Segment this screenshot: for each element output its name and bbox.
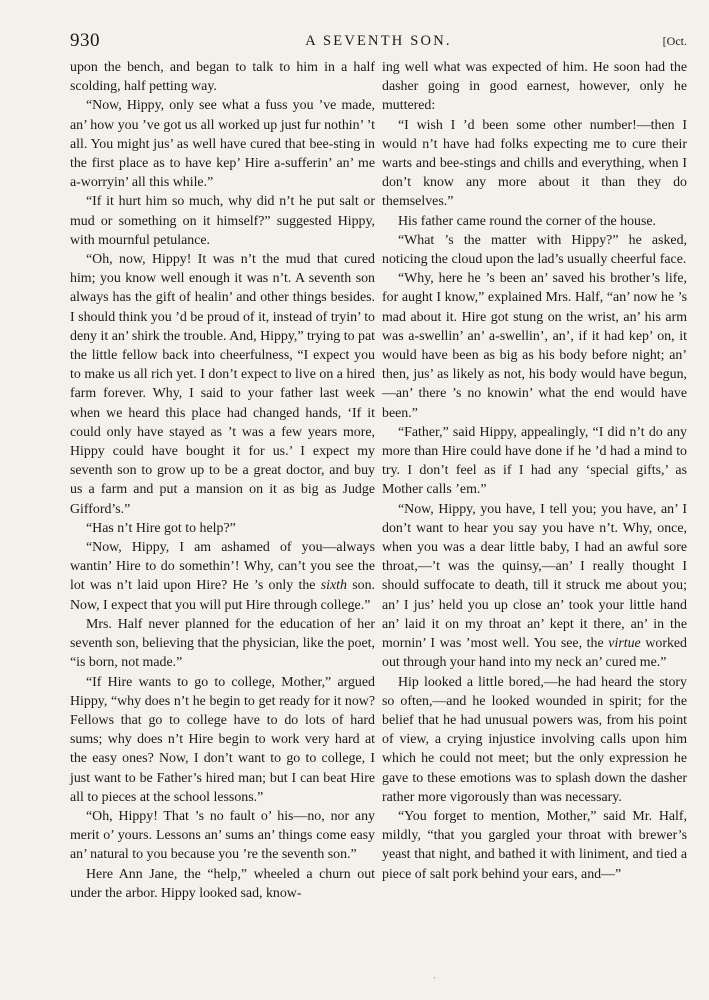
paragraph: “Why, here he ’s been an’ saved his brother’s life, for aught I know,” explained Mrs. Half, “an’ now he ’s mad about it. Hire got stung on the wrist, an’ his arm was a-swellin’ an’ a-swellin’, an’, if it had kep’ on, it would have been as big as his body before night; an’ then, jus’ as likely as not, his body would have begun,—an’ there ’s no knowin’ what the end would have been.” <box>382 271 687 421</box>
italic-word: virtue <box>608 636 641 652</box>
italic-word: sixth <box>320 578 347 594</box>
paragraph-text: son. Now, I expect that you will put Hire through college.” <box>70 578 375 613</box>
paragraph: His father came round the corner of the house. <box>398 213 657 229</box>
paragraph: “Has n’t Hire got to help?” <box>86 520 236 536</box>
paragraph: Hip looked a little bored,—he had heard the story so often,—and he looked wounded in spirit; for the belief that he had unusual powers was, from his point of view, a crying injustice involving calls upon him which he could not meet; but the only expression he gave to these emotions was to splash down the dasher rather more vigorously than was necessary. <box>382 674 687 805</box>
paragraph-text: worked out through your hand into my neck an’ cured me.” <box>382 636 688 671</box>
paragraph: Here Ann Jane, the “help,” wheeled a churn out under the arbor. Hippy looked sad, know- <box>70 866 375 901</box>
paragraph: ing well what was expected of him. He soon had the dasher going in good earnest, however, only he muttered: <box>382 60 687 114</box>
paragraph-text: “Now, Hippy, I am ashamed of you—always wantin’ Hire to do somethin’! Why, can’t you see the lot was n’t laid upon Hire? He ’s only the <box>70 540 375 594</box>
paragraph: “I wish I ’d been some other number!—then I would n’t have had folks expecting me to cure their warts and bee-stings and chills and everything, when I don’t know any more about it than they do themselves.” <box>382 117 687 210</box>
paragraph: “Now, Hippy, only see what a fuss you ’ve made, an’ how you ’ve got us all worked up just fur nothin’ ’t all. You might jus’ as well have cured that bee-sting in the first place as to have kep’ Hire a-sufferin’ an’ me a-worryin’ all this while.” <box>70 98 375 191</box>
right-column <box>382 58 687 884</box>
page-header <box>70 30 687 52</box>
page-number: 930 <box>70 30 100 51</box>
paragraph: upon the bench, and began to talk to him in a half scolding, half petting way. <box>70 60 375 95</box>
left-column <box>70 58 375 903</box>
paragraph: “If Hire wants to go to college, Mother,” argued Hippy, “why does n’t he begin to get ready for it now? Fellows that go to college have to do lots of hard sums; why does n’t Hire begin to work very hard at the easy ones? Now, I don’t want to go to college, I just want to be Father’s hired man; but I can beat Hire all to pieces at the school lessons.” <box>70 674 375 805</box>
paragraph: “If it hurt him so much, why did n’t he put salt or mud or something on it himself?” suggested Hippy, with mournful petulance. <box>70 194 375 248</box>
paragraph: “Oh, Hippy! That ’s no fault o’ his—no, nor any merit o’ yours. Lessons an’ sums an’ things come easy an’ natural to you because you ’re the seventh son.” <box>70 808 375 863</box>
paragraph-text: “Now, Hippy, you have, I tell you; you have, an’ I don’t want to hear you say you have n’t. Why, once, when you was a dear little baby, I had an awful sore throat,—’t was the quinsy,—an’ I really thought I should suffocate to death, till it struck me about you; an’ I jus’ held you up close an’ took your little hand an’ laid it on my throat an’ kept it there, an’ in the mornin’ I was ’most well. You see, the <box>382 501 687 652</box>
paragraph: Mrs. Half never planned for the education of her seventh son, believing that the physician, like the poet, “is born, not made.” <box>70 616 375 671</box>
paragraph: “Oh, now, Hippy! It was n’t the mud that cured him; you know well enough it was n’t. A seventh son always has the gift of healin’ and other things besides. I should think you ’d be proud of it, instead of tryin’ to deny it an’ shirk the trouble. And, Hippy,” trying to pat the little fellow back into cheerfulness, “I expect you to make us all rich yet. I don’t expect to live on a hired farm forever. Why, I said to your father last week when we heard this place had changed hands, ‘If it could only have stayed as ’t was a few years more, Hippy could have bought it for us.’ I expect my seventh son to grow up to be a great doctor, and buy us a farm and put a mansion on it as big as Judge Gifford’s.” <box>70 252 375 517</box>
paragraph <box>382 500 687 673</box>
print-speck-mark: ˌ <box>433 968 437 979</box>
running-title: A SEVENTH SON. <box>305 33 452 49</box>
paragraph <box>70 538 375 615</box>
paragraph: “You forget to mention, Mother,” said Mr. Half, mildly, “that you gargled your throat with brewer’s yeast that night, and bathed it with liniment, and tied a piece of salt pork behind your ears, and—” <box>382 808 687 882</box>
issue-month: [Oct. <box>662 34 687 48</box>
paragraph: “What ’s the matter with Hippy?” he asked, noticing the cloud upon the lad’s usually cheerful face. <box>382 232 687 268</box>
paragraph: “Father,” said Hippy, appealingly, “I did n’t do any more than Hire could have done if he ’d had a mind to try. I don’t feel as if I had any ‘special gifts,’ as Mother calls ’em.” <box>382 424 687 498</box>
